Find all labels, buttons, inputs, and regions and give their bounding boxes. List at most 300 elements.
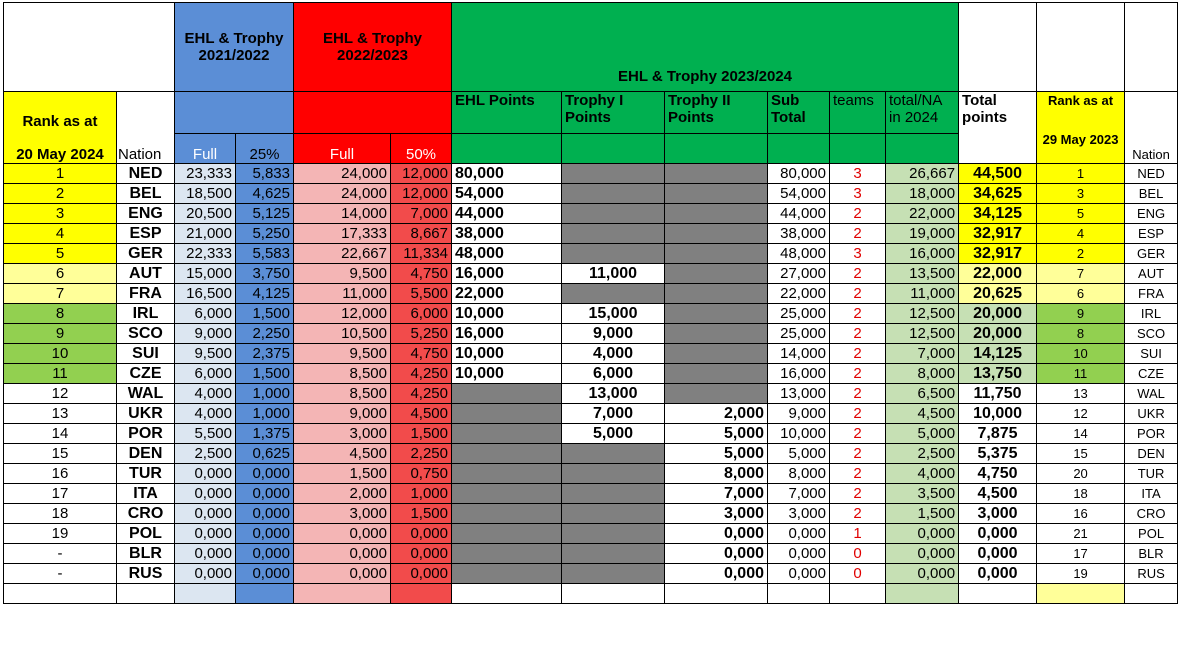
nation-right-cell: ENG [1125,204,1178,224]
trophy2-cell [665,384,768,404]
subtotal-cell: 54,000 [768,184,830,204]
nation-right-cell: AUT [1125,264,1178,284]
trophy1-cell: 11,000 [562,264,665,284]
full-2122-cell: 23,333 [175,164,236,184]
full-2223-cell: 0,000 [294,544,391,564]
pct25-cell: 1,000 [236,384,294,404]
empty-cell [768,584,830,604]
trophy2-cell: 0,000 [665,564,768,584]
totalna-cell: 6,500 [886,384,959,404]
ehl-points-cell [452,464,562,484]
totalna-cell: 16,000 [886,244,959,264]
trophy2-cell: 8,000 [665,464,768,484]
rank-header-title: Rank as at [22,113,98,130]
nation-cell: POR [117,424,175,444]
trophy2-cell: 5,000 [665,424,768,444]
full-2122-cell: 22,333 [175,244,236,264]
pct25-cell: 0,000 [236,504,294,524]
pct25-cell: 2,250 [236,324,294,344]
trophy1-cell [562,184,665,204]
full-2122-cell: 9,500 [175,344,236,364]
full-2122-cell: 18,500 [175,184,236,204]
rank-cell: 15 [4,444,117,464]
rank-cell: 17 [4,484,117,504]
teams-cell: 2 [830,284,886,304]
rank-cell: 7 [4,284,117,304]
prev-rank-cell: 3 [1037,184,1125,204]
total-points-header: Total points [959,92,1037,164]
nation-right-cell: NED [1125,164,1178,184]
trophy1-cell: 6,000 [562,364,665,384]
total-points-cell: 20,625 [959,284,1037,304]
teams-cell: 2 [830,464,886,484]
pct50-cell: 7,000 [391,204,452,224]
rank-cell: 5 [4,244,117,264]
rank-cell: 18 [4,504,117,524]
full-2122-cell: 6,000 [175,364,236,384]
full-2122-cell: 4,000 [175,404,236,424]
header-blank-nation [1125,3,1178,92]
prev-rank-cell: 1 [1037,164,1125,184]
totalna-cell: 0,000 [886,544,959,564]
teams-cell: 3 [830,244,886,264]
nation-right-cell: WAL [1125,384,1178,404]
nation-cell: ITA [117,484,175,504]
pct50-cell: 1,000 [391,484,452,504]
prev-rank-cell: 4 [1037,224,1125,244]
full-2223-cell: 17,333 [294,224,391,244]
teams-cell: 2 [830,264,886,284]
totalna-cell: 4,000 [886,464,959,484]
full-2122-header: Full [175,134,236,164]
trophy2-cell [665,244,768,264]
pct25-cell: 0,000 [236,544,294,564]
nation-right-cell: GER [1125,244,1178,264]
rank-cell: 19 [4,524,117,544]
empty-cell [886,584,959,604]
trophy1-cell: 15,000 [562,304,665,324]
full-2122-cell: 6,000 [175,304,236,324]
pct25-cell: 1,000 [236,404,294,424]
rank-cell: 2 [4,184,117,204]
totalna-header: total/NA in 2024 [886,92,959,134]
ehl-points-cell [452,504,562,524]
rank-header-date: 20 May 2024 [16,146,104,163]
ehl-points-cell [452,424,562,444]
trophy2-cell: 7,000 [665,484,768,504]
full-2122-cell: 15,000 [175,264,236,284]
header-blank [4,3,175,92]
ehl-points-cell [452,524,562,544]
pct50-cell: 5,500 [391,284,452,304]
table-row [4,264,1178,284]
full-2122-cell: 0,000 [175,504,236,524]
subtotal-cell: 44,000 [768,204,830,224]
pct50-cell: 0,750 [391,464,452,484]
ehl-points-cell: 16,000 [452,324,562,344]
subtotal-cell: 3,000 [768,504,830,524]
table-row [4,344,1178,364]
pct25-cell: 3,750 [236,264,294,284]
prev-rank-cell: 21 [1037,524,1125,544]
total-points-cell: 5,375 [959,444,1037,464]
full-2122-cell: 21,000 [175,224,236,244]
teams-cell: 2 [830,504,886,524]
nation-right-cell: POR [1125,424,1178,444]
pct25-cell: 0,000 [236,484,294,504]
pct50-cell: 12,000 [391,164,452,184]
totalna-cell: 13,500 [886,264,959,284]
trophy2-cell: 0,000 [665,524,768,544]
subtotal-cell: 27,000 [768,264,830,284]
empty-cell [452,584,562,604]
nation-right-cell: CRO [1125,504,1178,524]
nation-right-cell: CZE [1125,364,1178,384]
nation-right-cell: FRA [1125,284,1178,304]
header-season-2021-2022: EHL & Trophy 2021/2022 [175,3,294,92]
total-points-cell: 0,000 [959,524,1037,544]
trophy1-cell [562,484,665,504]
trophy2-cell [665,364,768,384]
full-2223-cell: 11,000 [294,284,391,304]
total-points-cell: 20,000 [959,324,1037,344]
totalna-cell: 8,000 [886,364,959,384]
ehl-points-cell [452,564,562,584]
header-blank-prev [1037,3,1125,92]
prev-rank-cell: 13 [1037,384,1125,404]
table-row [4,364,1178,384]
nation-cell: WAL [117,384,175,404]
empty-cell [117,584,175,604]
prev-rank-cell: 8 [1037,324,1125,344]
ranking-table [3,2,1178,604]
nation-right-cell: TUR [1125,464,1178,484]
trophy1-cell [562,204,665,224]
subtotal-cell: 0,000 [768,564,830,584]
table-row [4,164,1178,184]
header-blue-fill [175,92,294,134]
subtotal-cell: 22,000 [768,284,830,304]
teams-cell: 2 [830,444,886,464]
empty-cell [4,584,117,604]
full-2223-cell: 12,000 [294,304,391,324]
teams-cell: 3 [830,164,886,184]
teams-header: teams [830,92,886,134]
totalna-cell: 12,500 [886,304,959,324]
full-2223-cell: 3,000 [294,424,391,444]
header-red-fill [294,92,452,134]
pct25-cell: 1,500 [236,304,294,324]
full-2223-cell: 9,500 [294,264,391,284]
ehl-points-cell: 80,000 [452,164,562,184]
rank-cell: 1 [4,164,117,184]
rank-cell: 8 [4,304,117,324]
nation-cell: CRO [117,504,175,524]
pct50-cell: 6,000 [391,304,452,324]
trophy2-cell [665,304,768,324]
totalna-cell: 3,500 [886,484,959,504]
nation-cell: GER [117,244,175,264]
subtotal-cell: 13,000 [768,384,830,404]
table-row [4,284,1178,304]
table-row [4,404,1178,424]
teams-cell: 0 [830,564,886,584]
total-points-cell: 11,750 [959,384,1037,404]
prev-rank-cell: 18 [1037,484,1125,504]
total-points-cell: 4,750 [959,464,1037,484]
totalna-cell: 22,000 [886,204,959,224]
nation-cell: BEL [117,184,175,204]
green-fill [562,134,665,164]
total-points-cell: 34,125 [959,204,1037,224]
teams-cell: 2 [830,204,886,224]
prev-rank-cell: 16 [1037,504,1125,524]
full-2223-cell: 3,000 [294,504,391,524]
teams-cell: 2 [830,324,886,344]
ehl-points-cell: 54,000 [452,184,562,204]
full-2122-cell: 9,000 [175,324,236,344]
total-points-cell: 10,000 [959,404,1037,424]
full-2223-cell: 9,500 [294,344,391,364]
totalna-cell: 18,000 [886,184,959,204]
ehl-points-cell [452,484,562,504]
pct50-cell: 0,000 [391,524,452,544]
teams-cell: 1 [830,524,886,544]
trophy1-cell: 4,000 [562,344,665,364]
total-points-cell: 13,750 [959,364,1037,384]
total-points-cell: 32,917 [959,224,1037,244]
full-2223-cell: 22,667 [294,244,391,264]
subtotal-cell: 48,000 [768,244,830,264]
pct50-cell: 0,000 [391,564,452,584]
full-2122-cell: 0,000 [175,564,236,584]
trophy1-cell [562,504,665,524]
nation-cell: ESP [117,224,175,244]
pct50-cell: 5,250 [391,324,452,344]
nation-cell: FRA [117,284,175,304]
pct25-cell: 2,375 [236,344,294,364]
table-row [4,224,1178,244]
subtotal-cell: 0,000 [768,544,830,564]
green-fill [886,134,959,164]
totalna-cell: 11,000 [886,284,959,304]
totalna-cell: 0,000 [886,564,959,584]
full-2223-cell: 4,500 [294,444,391,464]
total-points-cell: 44,500 [959,164,1037,184]
nation-cell: TUR [117,464,175,484]
trophy1-cell [562,564,665,584]
green-fill [452,134,562,164]
teams-cell: 2 [830,224,886,244]
pct50-header: 50% [391,134,452,164]
prev-rank-cell: 6 [1037,284,1125,304]
rank-cell: 9 [4,324,117,344]
nation-cell: UKR [117,404,175,424]
empty-cell [959,584,1037,604]
trophy1-cell [562,164,665,184]
nation-cell: RUS [117,564,175,584]
rank-cell: 10 [4,344,117,364]
trophy2-cell: 3,000 [665,504,768,524]
empty-cell [665,584,768,604]
pct25-cell: 1,375 [236,424,294,444]
trophy2-cell [665,184,768,204]
table-row [4,204,1178,224]
trophy2-header: Trophy II Points [665,92,768,134]
prev-rank-header [1037,92,1125,164]
subtotal-cell: 5,000 [768,444,830,464]
nation-cell: DEN [117,444,175,464]
trophy2-cell [665,284,768,304]
rank-cell: 3 [4,204,117,224]
full-2122-cell: 0,000 [175,464,236,484]
full-2223-cell: 0,000 [294,564,391,584]
totalna-cell: 19,000 [886,224,959,244]
full-2122-cell: 2,500 [175,444,236,464]
nation-right-cell: IRL [1125,304,1178,324]
nation-cell: POL [117,524,175,544]
rank-cell: 16 [4,464,117,484]
pct25-cell: 0,000 [236,464,294,484]
totalna-cell: 2,500 [886,444,959,464]
full-2223-cell: 24,000 [294,164,391,184]
nation-cell: ENG [117,204,175,224]
full-2122-cell: 0,000 [175,544,236,564]
pct25-cell: 0,625 [236,444,294,464]
table-row [4,304,1178,324]
pct25-cell: 5,250 [236,224,294,244]
trophy2-cell [665,164,768,184]
full-2122-cell: 16,500 [175,284,236,304]
ehl-points-cell: 10,000 [452,304,562,324]
rank-header [4,92,117,164]
ehl-points-cell [452,544,562,564]
prev-rank-cell: 2 [1037,244,1125,264]
ehl-points-cell: 38,000 [452,224,562,244]
subtotal-cell: 7,000 [768,484,830,504]
rank-cell: 12 [4,384,117,404]
pct25-cell: 1,500 [236,364,294,384]
nation-right-cell: ESP [1125,224,1178,244]
nation-cell: AUT [117,264,175,284]
table-row [4,424,1178,444]
green-fill [830,134,886,164]
trophy2-cell [665,224,768,244]
total-points-cell: 0,000 [959,544,1037,564]
rank-cell: 14 [4,424,117,444]
prev-rank-cell: 7 [1037,264,1125,284]
rank-cell: - [4,564,117,584]
pct25-cell: 4,125 [236,284,294,304]
full-2122-cell: 0,000 [175,484,236,504]
empty-cell [294,584,391,604]
trophy1-cell: 13,000 [562,384,665,404]
pct25-header: 25% [236,134,294,164]
prev-rank-cell: 14 [1037,424,1125,444]
pct50-cell: 1,500 [391,504,452,524]
totalna-cell: 26,667 [886,164,959,184]
trophy1-cell [562,444,665,464]
table-row [4,564,1178,584]
total-points-cell: 22,000 [959,264,1037,284]
total-points-cell: 34,625 [959,184,1037,204]
pct25-cell: 5,583 [236,244,294,264]
empty-cell [562,584,665,604]
header-blank-total [959,3,1037,92]
nation-right-cell: SUI [1125,344,1178,364]
full-2122-cell: 0,000 [175,524,236,544]
ehl-points-cell [452,444,562,464]
rank-cell: 11 [4,364,117,384]
teams-cell: 2 [830,404,886,424]
trophy1-cell: 9,000 [562,324,665,344]
ehl-points-cell: 48,000 [452,244,562,264]
teams-cell: 2 [830,484,886,504]
subtotal-header: Sub Total [768,92,830,134]
pct50-cell: 4,500 [391,404,452,424]
trophy1-header: Trophy I Points [562,92,665,134]
total-points-cell: 0,000 [959,564,1037,584]
trophy2-cell [665,344,768,364]
prev-rank-cell: 9 [1037,304,1125,324]
table-row [4,384,1178,404]
nation-right-cell: RUS [1125,564,1178,584]
nation-right-cell: DEN [1125,444,1178,464]
subtotal-cell: 14,000 [768,344,830,364]
teams-cell: 3 [830,184,886,204]
nation-cell: IRL [117,304,175,324]
nation-right-header: Nation [1125,92,1178,164]
nation-cell: BLR [117,544,175,564]
table-row [4,484,1178,504]
total-points-cell: 7,875 [959,424,1037,444]
totalna-cell: 5,000 [886,424,959,444]
full-2122-cell: 4,000 [175,384,236,404]
full-2223-cell: 9,000 [294,404,391,424]
table-row [4,504,1178,524]
trophy1-cell [562,544,665,564]
full-2223-cell: 14,000 [294,204,391,224]
empty-cell [1037,584,1125,604]
trophy2-cell [665,264,768,284]
trophy2-cell: 2,000 [665,404,768,424]
nation-right-cell: BLR [1125,544,1178,564]
total-points-cell: 3,000 [959,504,1037,524]
prev-rank-header-title: Rank as at [1048,93,1114,108]
pct50-cell: 12,000 [391,184,452,204]
trophy2-cell [665,204,768,224]
empty-cell [391,584,452,604]
totalna-cell: 4,500 [886,404,959,424]
total-points-cell: 4,500 [959,484,1037,504]
empty-cell [830,584,886,604]
pct25-cell: 4,625 [236,184,294,204]
full-2223-cell: 1,500 [294,464,391,484]
green-fill [665,134,768,164]
teams-cell: 2 [830,384,886,404]
subtotal-cell: 0,000 [768,524,830,544]
pct25-cell: 5,125 [236,204,294,224]
pct50-cell: 4,750 [391,344,452,364]
ehl-points-cell: 44,000 [452,204,562,224]
teams-cell: 2 [830,304,886,324]
table-row [4,324,1178,344]
teams-cell: 2 [830,364,886,384]
subtotal-cell: 8,000 [768,464,830,484]
trophy1-cell: 5,000 [562,424,665,444]
pct50-cell: 2,250 [391,444,452,464]
trophy2-cell: 0,000 [665,544,768,564]
